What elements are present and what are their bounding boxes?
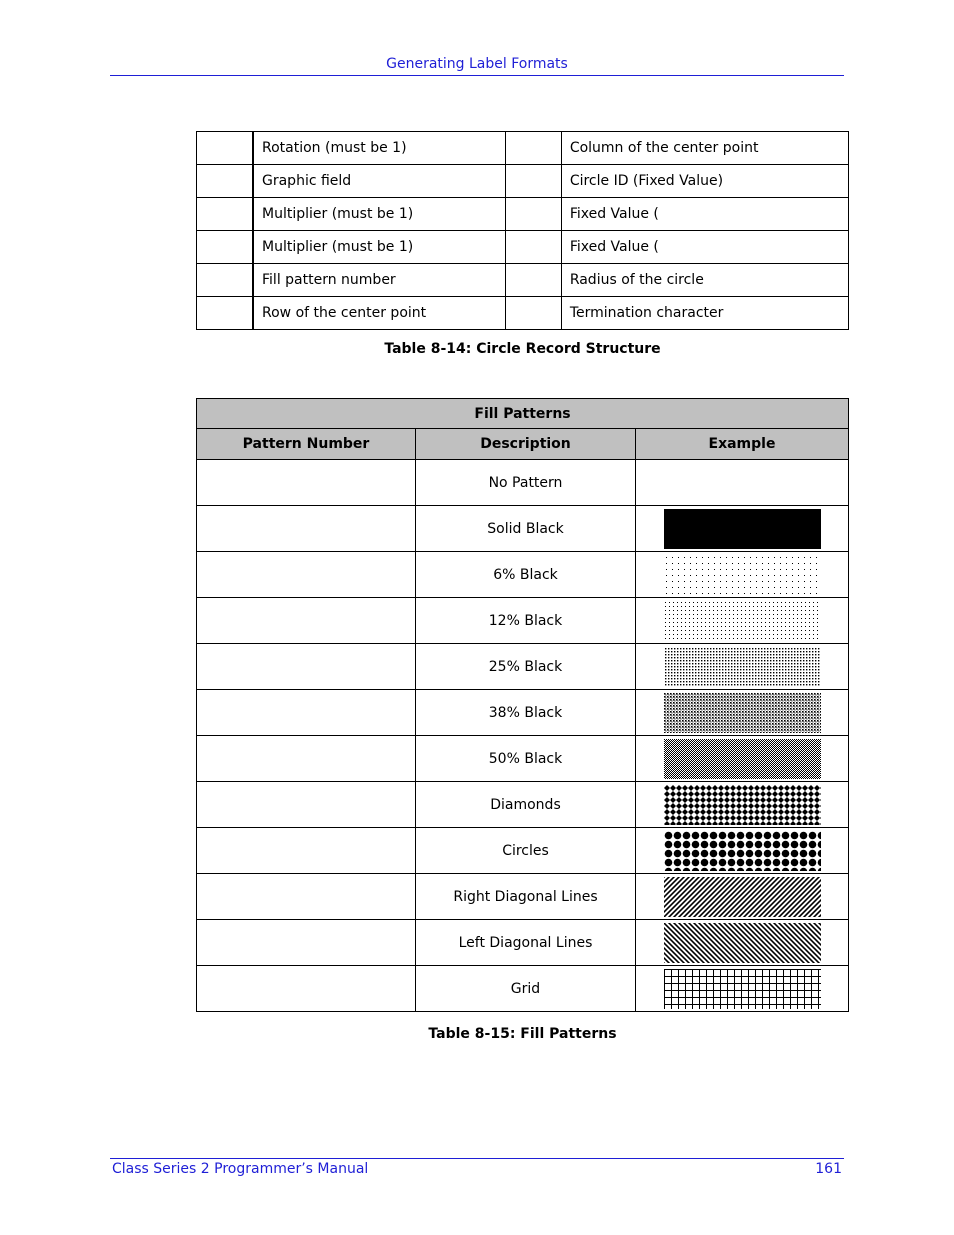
column-header: Example — [636, 429, 849, 460]
fill-patterns-table — [196, 398, 849, 1012]
pattern-example-cell — [636, 460, 849, 506]
pattern-description: 25% Black — [416, 644, 636, 690]
table-cell — [197, 231, 254, 264]
pattern-description: 38% Black — [416, 690, 636, 736]
dots-6-swatch — [664, 555, 821, 595]
table-row — [197, 132, 849, 165]
pattern-number-cell — [197, 644, 416, 690]
table-row — [197, 736, 849, 782]
pattern-example-cell — [636, 874, 849, 920]
table-caption-fill: Table 8-15: Fill Patterns — [428, 1026, 617, 1042]
pattern-description: Diamonds — [416, 782, 636, 828]
table-row — [197, 460, 849, 506]
pattern-example-cell — [636, 736, 849, 782]
table-cell: Termination character — [561, 297, 848, 330]
column-header: Pattern Number — [197, 429, 416, 460]
pattern-number-cell — [197, 460, 416, 506]
diamonds-swatch — [664, 785, 821, 825]
pattern-number-cell — [197, 874, 416, 920]
table-row — [197, 198, 849, 231]
table-cell — [197, 132, 254, 165]
table-row — [197, 690, 849, 736]
table-cell: Rotation (must be 1) — [253, 132, 505, 165]
table-cell: Row of the center point — [253, 297, 505, 330]
pattern-description: No Pattern — [416, 460, 636, 506]
table-cell — [197, 198, 254, 231]
table-caption-circle: Table 8-14: Circle Record Structure — [384, 341, 661, 357]
table-cell — [505, 297, 561, 330]
pattern-description: Left Diagonal Lines — [416, 920, 636, 966]
pattern-number-cell — [197, 782, 416, 828]
footer-rule — [110, 1158, 844, 1159]
pattern-description: Right Diagonal Lines — [416, 874, 636, 920]
pattern-description: 12% Black — [416, 598, 636, 644]
table-cell: Fill pattern number — [253, 264, 505, 297]
table-row — [197, 828, 849, 874]
header-rule — [110, 75, 844, 76]
pattern-description: Solid Black — [416, 506, 636, 552]
table-cell: Fixed Value ( — [561, 198, 848, 231]
circle-record-table — [196, 131, 849, 330]
pattern-example-cell — [636, 644, 849, 690]
table-cell: Fixed Value ( — [561, 231, 848, 264]
left-diagonal-swatch — [664, 923, 821, 963]
pattern-number-cell — [197, 506, 416, 552]
dots-12-swatch — [664, 601, 821, 641]
grid-swatch — [664, 969, 821, 1009]
pattern-example-cell — [636, 920, 849, 966]
table-row — [197, 874, 849, 920]
pattern-number-cell — [197, 920, 416, 966]
table-row — [197, 782, 849, 828]
pattern-example-cell — [636, 828, 849, 874]
pattern-description: 6% Black — [416, 552, 636, 598]
pattern-number-cell — [197, 552, 416, 598]
table-row — [197, 506, 849, 552]
pattern-description: 50% Black — [416, 736, 636, 782]
pattern-number-cell — [197, 598, 416, 644]
table-cell — [505, 165, 561, 198]
table-cell — [505, 231, 561, 264]
pattern-number-cell — [197, 966, 416, 1012]
table-cell: Multiplier (must be 1) — [253, 198, 505, 231]
table-row — [197, 966, 849, 1012]
table-header-row — [197, 399, 849, 429]
pattern-example-cell — [636, 598, 849, 644]
table-row — [197, 264, 849, 297]
pattern-number-cell — [197, 736, 416, 782]
table-cell — [197, 264, 254, 297]
table-title: Fill Patterns — [197, 399, 849, 429]
pattern-number-cell — [197, 690, 416, 736]
table-row — [197, 552, 849, 598]
pattern-example-cell — [636, 966, 849, 1012]
table-cell — [197, 297, 254, 330]
table-row — [197, 231, 849, 264]
table-cell: Radius of the circle — [561, 264, 848, 297]
table-header-row — [197, 429, 849, 460]
table-cell: Graphic field — [253, 165, 505, 198]
pattern-example-cell — [636, 552, 849, 598]
pattern-description: Circles — [416, 828, 636, 874]
table-row — [197, 644, 849, 690]
page-number: 161 — [815, 1161, 842, 1177]
table-row — [197, 165, 849, 198]
table-cell — [505, 264, 561, 297]
pattern-number-cell — [197, 828, 416, 874]
table-cell — [505, 198, 561, 231]
running-header: Generating Label Formats — [386, 56, 568, 72]
solid-black-swatch — [664, 509, 821, 549]
table-row — [197, 920, 849, 966]
right-diagonal-swatch — [664, 877, 821, 917]
pattern-example-cell — [636, 782, 849, 828]
pattern-example-cell — [636, 506, 849, 552]
pattern-example-cell — [636, 690, 849, 736]
table-row — [197, 297, 849, 330]
table-cell: Column of the center point — [561, 132, 848, 165]
footer-manual-title: Class Series 2 Programmer’s Manual — [112, 1161, 369, 1177]
table-cell: Multiplier (must be 1) — [253, 231, 505, 264]
pattern-description: Grid — [416, 966, 636, 1012]
table-cell — [505, 132, 561, 165]
column-header: Description — [416, 429, 636, 460]
table-cell — [197, 165, 254, 198]
circles-swatch — [664, 831, 821, 871]
table-row — [197, 598, 849, 644]
dots-25-swatch — [664, 647, 821, 687]
dots-38-swatch — [664, 693, 821, 733]
dots-50-swatch — [664, 739, 821, 779]
table-cell: Circle ID (Fixed Value) — [561, 165, 848, 198]
